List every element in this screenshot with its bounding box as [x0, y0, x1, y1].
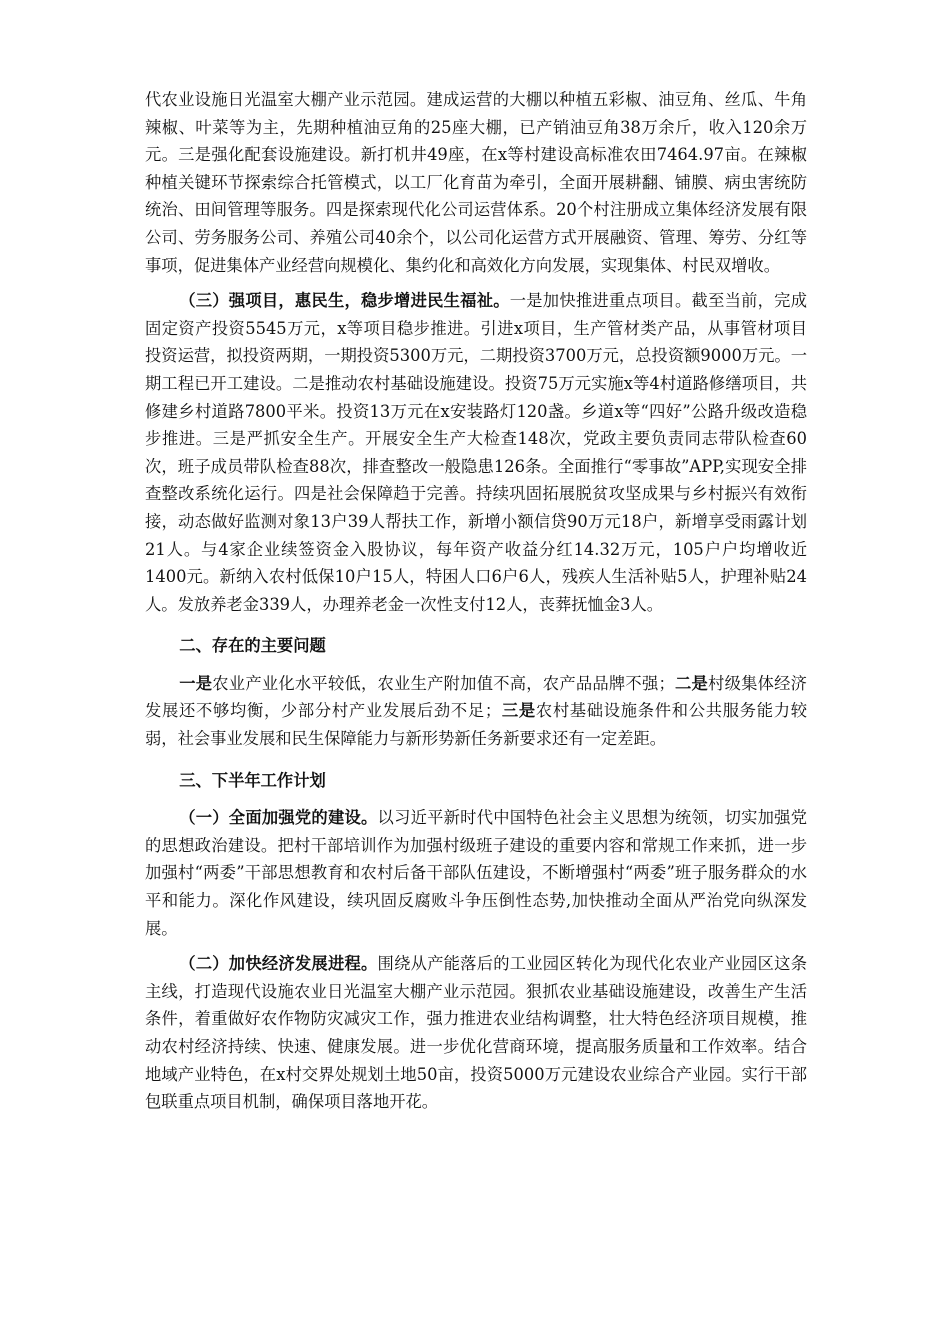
section-title-projects: （三）强项目，惠民生，稳步增进民生福祉。 — [179, 291, 510, 311]
problem-lead-1: 一是 — [179, 673, 213, 693]
heading-main-problems: 二、存在的主要问题 — [179, 636, 326, 656]
paragraph-problems — [145, 670, 807, 753]
paragraph-economic-development-body: 围绕从产能落后的工业园区转化为现代化农业产业园区这条主线，打造现代设施农业日光温室大棚产业示范园。狠抓农业基础设施建设，改善生产生活条件，着重做好农作物防灾减灾工作，强力推进农业结构调整，壮大特色经济项目规模，推动农村经济持续、快速、健康发展。进一步优化营商环境，提高服务质量和工作效率。结合地域产业特色，在x村交界处规划土地50亩，投资5000万元建设农业综合产业园。实行干部包联重点项目机制，确保项目落地开花。 — [145, 954, 807, 1112]
paragraph-party-building — [145, 804, 807, 942]
section-title-economic-development: （二）加快经济发展进程。 — [179, 954, 378, 974]
paragraph-party-building-body: 以习近平新时代中国特色社会主义思想为统领，切实加强党的思想政治建设。把村干部培训作为加强村级班子建设的重要内容和常规工作来抓，进一步加强村“两委”干部思想教育和农村后备干部队伍建设，不断增强村“两委”班子服务群众的水平和能力。深化作风建设，续巩固反腐败斗争压倒性态势,加快推动全面从严治党向纵深发展。 — [145, 808, 807, 938]
document-page — [145, 86, 807, 1116]
problem-text-2: 村级集体经济发展还不够均衡，少部分村产业发展后劲不足； — [145, 673, 807, 721]
problem-lead-3: 三是 — [501, 701, 536, 721]
problem-text-1: 农业产业化水平较低，农业生产附加值不高，农产品品牌不强； — [212, 673, 675, 693]
section-title-party-building: （一）全面加强党的建设。 — [179, 808, 378, 828]
problem-text-3: 农村基础设施条件和公共服务能力较弱，社会事业发展和民生保障能力与新形势新任务新要求还有一定差距。 — [145, 701, 807, 749]
paragraph-agriculture-continued: 代农业设施日光温室大棚产业示范园。建成运营的大棚以种植五彩椒、油豆角、丝瓜、牛角辣椒、叶菜等为主，先期种植油豆角的25座大棚，已产销油豆角38万余斤，收入120余万元。三是强化配套设施建设。新打机井49座，在x等村建设高标准农田7464.97亩。在辣椒种植关键环节探索综合托管模式，以工厂化育苗为牵引，全面开展耕翻、铺膜、病虫害统防统治、田间管理等服务。四是探索现代化公司运营体系。20个村注册成立集体经济发展有限公司、劳务服务公司、养殖公司40余个，以公司化运营方式开展融资、管理、筹劳、分红等事项，促进集体产业经营向规模化、集约化和高效化方向发展，实现集体、村民双增收。 — [145, 90, 807, 275]
paragraph-projects-body: 一是加快推进重点项目。截至当前，完成固定资产投资5545万元，x等项目稳步推进。引进x项目，生产管材类产品，从事管材项目投资运营，拟投资两期，一期投资5300万元，二期投资3700万元，总投资额9000万元。一期工程已开工建设。二是推动农村基础设施建设。投资75万元实施x等4村道路修缮项目，共修建乡村道路7800平米。投资13万元在x安装路灯120盏。乡道x等“四好”公路升级改造稳步推进。三是严抓安全生产。开展安全生产大检查148次，党政主要负责同志带队检查60次，班子成员带队检查88次，排查整改一般隐患126条。全面推行“零事故”APP,实现安全排查整改系统化运行。四是社会保障趋于完善。持续巩固拓展脱贫攻坚成果与乡村振兴有效衔接，动态做好监测对象13户39人帮扶工作，新增小额信贷90万元18户，新增享受雨露计划21人。与4家企业续签资金入股协议，每年资产收益分红14.32万元，105户户均增收近1400元。新纳入农村低保10户15人，特困人口6户6人，残疾人生活补贴5人，护理补贴24人。发放养老金339人，办理养老金一次性支付12人，丧葬抚恤金3人。 — [145, 291, 807, 614]
paragraph-projects-livelihood — [145, 287, 807, 618]
problem-lead-2: 二是 — [674, 673, 709, 693]
heading-work-plan: 三、下半年工作计划 — [179, 770, 326, 790]
paragraph-economic-development — [145, 950, 807, 1116]
